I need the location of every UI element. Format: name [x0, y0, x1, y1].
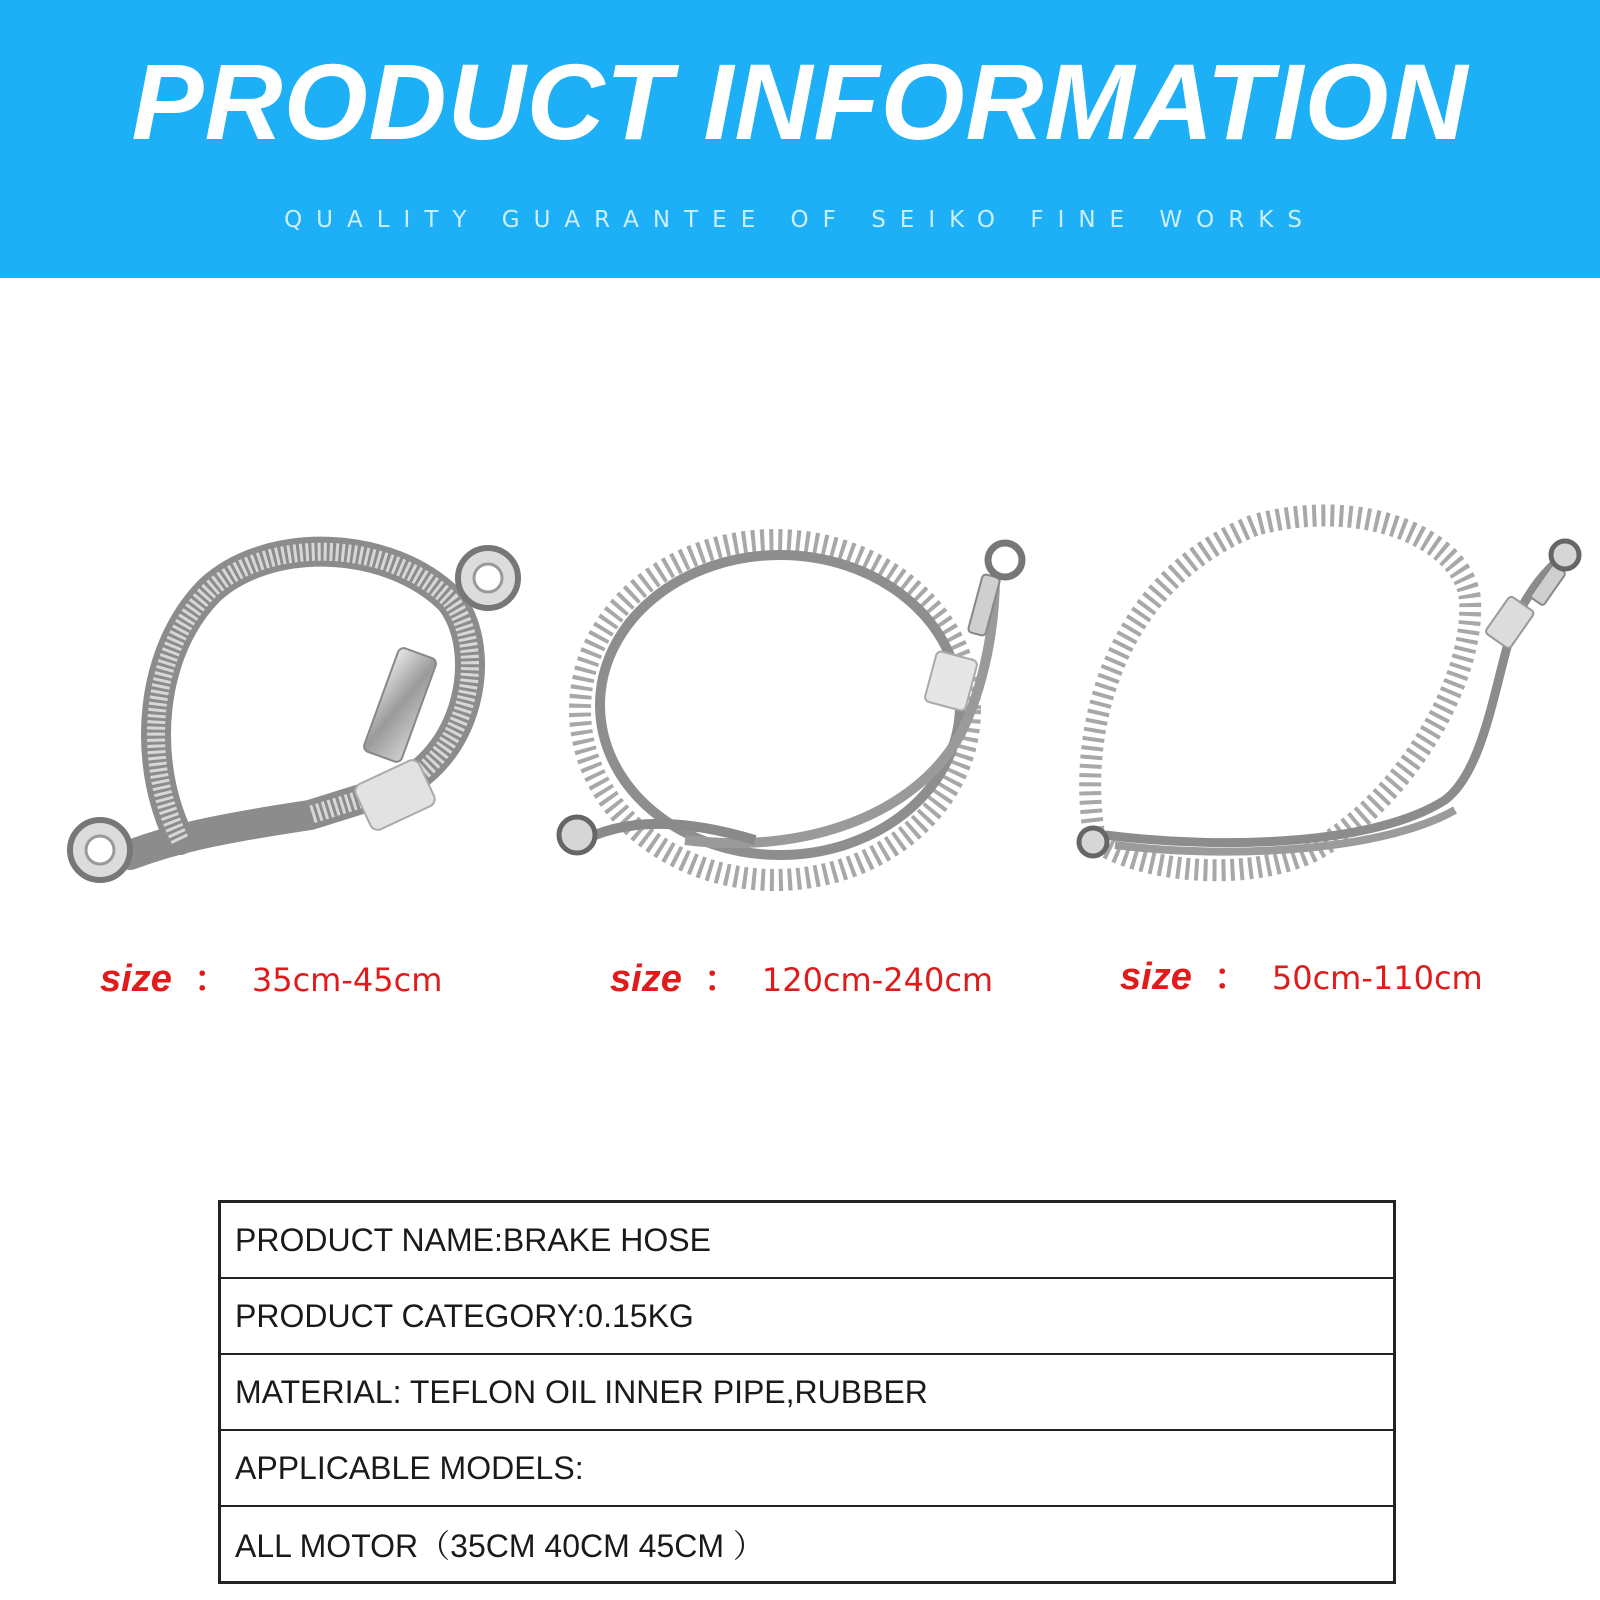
size-label-1 — [100, 957, 442, 1002]
table-row — [220, 1202, 1395, 1279]
product-hose-3 — [1075, 500, 1595, 900]
size-word: size — [100, 958, 172, 1000]
header-banner — [0, 0, 1600, 278]
table-row — [220, 1430, 1395, 1506]
braided-hose-medium-icon — [1075, 500, 1595, 900]
spec-table — [218, 1200, 1396, 1584]
spec-all-motor: ALL MOTOR（35CM 40CM 45CM ） — [220, 1506, 1395, 1583]
size-colon: ： — [703, 958, 740, 999]
size-value: 35cm-45cm — [251, 961, 443, 999]
size-label-2 — [610, 957, 993, 1002]
table-row — [220, 1278, 1395, 1354]
product-hose-1 — [60, 530, 540, 910]
spec-product-name: PRODUCT NAME:BRAKE HOSE — [220, 1202, 1395, 1279]
banner-title: PRODUCT INFORMATION — [131, 41, 1469, 162]
size-word: size — [610, 958, 682, 1000]
spec-material: MATERIAL: TEFLON OIL INNER PIPE,RUBBER — [220, 1354, 1395, 1430]
size-colon: ： — [1213, 956, 1250, 997]
size-word: size — [1120, 956, 1192, 998]
size-label-3 — [1120, 955, 1483, 1000]
table-row — [220, 1354, 1395, 1430]
table-row — [220, 1506, 1395, 1583]
size-value: 120cm-240cm — [761, 961, 994, 999]
spec-applicable-models: APPLICABLE MODELS: — [220, 1430, 1395, 1506]
banner-subtitle: QUALITY GUARANTEE OF SEIKO FINE WORKS — [284, 207, 1316, 233]
size-value: 50cm-110cm — [1271, 959, 1483, 997]
size-colon: ： — [193, 958, 230, 999]
braided-hose-long-icon — [555, 515, 1035, 895]
product-hose-2 — [555, 515, 1035, 895]
braided-hose-short-icon — [60, 530, 540, 910]
spec-product-category: PRODUCT CATEGORY:0.15KG — [220, 1278, 1395, 1354]
